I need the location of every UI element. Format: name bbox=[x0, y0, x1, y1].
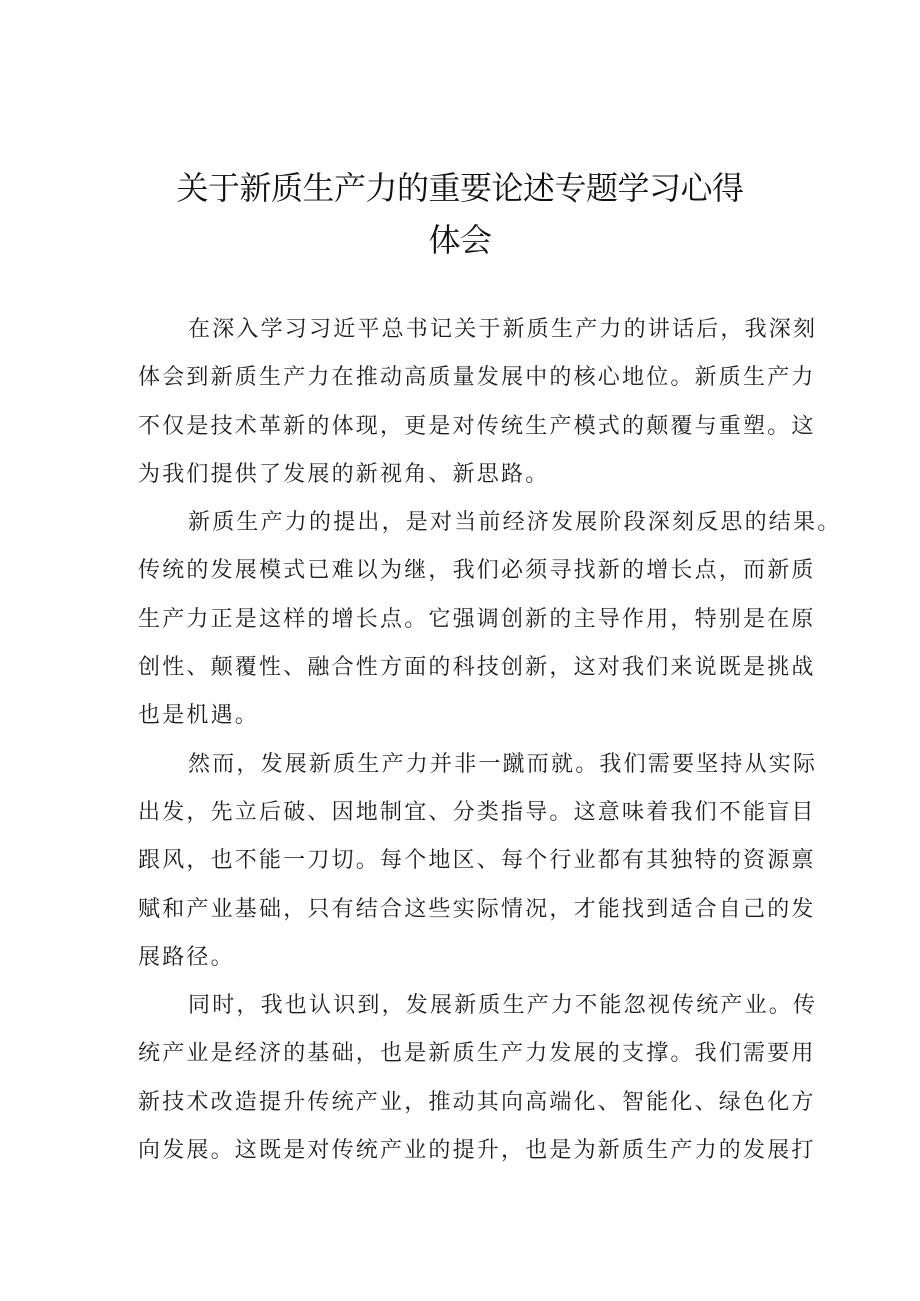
paragraph-3-line-3: 跟风，也不能一刀切。每个地区、每个行业都有其独特的资源禀 bbox=[138, 848, 816, 874]
paragraph-2-line-5: 也是机遇。 bbox=[138, 703, 260, 729]
paragraph-1-line-3: 不仅是技术革新的体现，更是对传统生产模式的颠覆与重塑。这 bbox=[138, 413, 816, 439]
paragraph-1-line-1: 在深入学习习近平总书记关于新质生产力的讲话后，我深刻 bbox=[188, 317, 818, 342]
paragraph-2-line-3: 生产力正是这样的增长点。它强调创新的主导作用，特别是在原 bbox=[138, 606, 816, 632]
paragraph-1-line-4: 为我们提供了发展的新视角、新思路。 bbox=[138, 461, 550, 487]
paragraph-3-line-5: 展路径。 bbox=[138, 944, 235, 970]
paragraph-4-line-2: 统产业是经济的基础，也是新质生产力发展的支撑。我们需要用 bbox=[138, 1041, 816, 1067]
document-title-line-1: 关于新质生产力的重要论述专题学习心得 bbox=[176, 169, 744, 207]
paragraph-4-line-1: 同时，我也认识到，发展新质生产力不能忽视传统产业。传 bbox=[188, 993, 818, 1019]
paragraph-1-line-2: 体会到新质生产力在推动高质量发展中的核心地位。新质生产力 bbox=[138, 365, 816, 391]
paragraph-3-line-2: 出发，先立后破、因地制宜、分类指导。这意味着我们不能盲目 bbox=[138, 799, 816, 825]
paragraph-3-line-1: 然而，发展新质生产力并非一蹴而就。我们需要坚持从实际 bbox=[188, 751, 818, 777]
document-body bbox=[138, 306, 842, 1175]
paragraph-3-line-4: 赋和产业基础，只有结合这些实际情况，才能找到适合自己的发 bbox=[138, 896, 816, 922]
paragraph-2-line-4: 创性、颠覆性、融合性方面的科技创新，这对我们来说既是挑战 bbox=[138, 655, 816, 681]
paragraph-4-line-4: 向发展。这既是对传统产业的提升，也是为新质生产力的发展打 bbox=[138, 1138, 816, 1164]
document-title-line-2: 体会 bbox=[428, 221, 492, 259]
paragraph-4-line-3: 新技术改造提升传统产业，推动其向高端化、智能化、绿色化方 bbox=[138, 1089, 816, 1115]
paragraph-2-line-2: 传统的发展模式已难以为继，我们必须寻找新的增长点，而新质 bbox=[138, 558, 816, 584]
paragraph-2-line-1: 新质生产力的提出，是对当前经济发展阶段深刻反思的结果。 bbox=[188, 510, 842, 536]
